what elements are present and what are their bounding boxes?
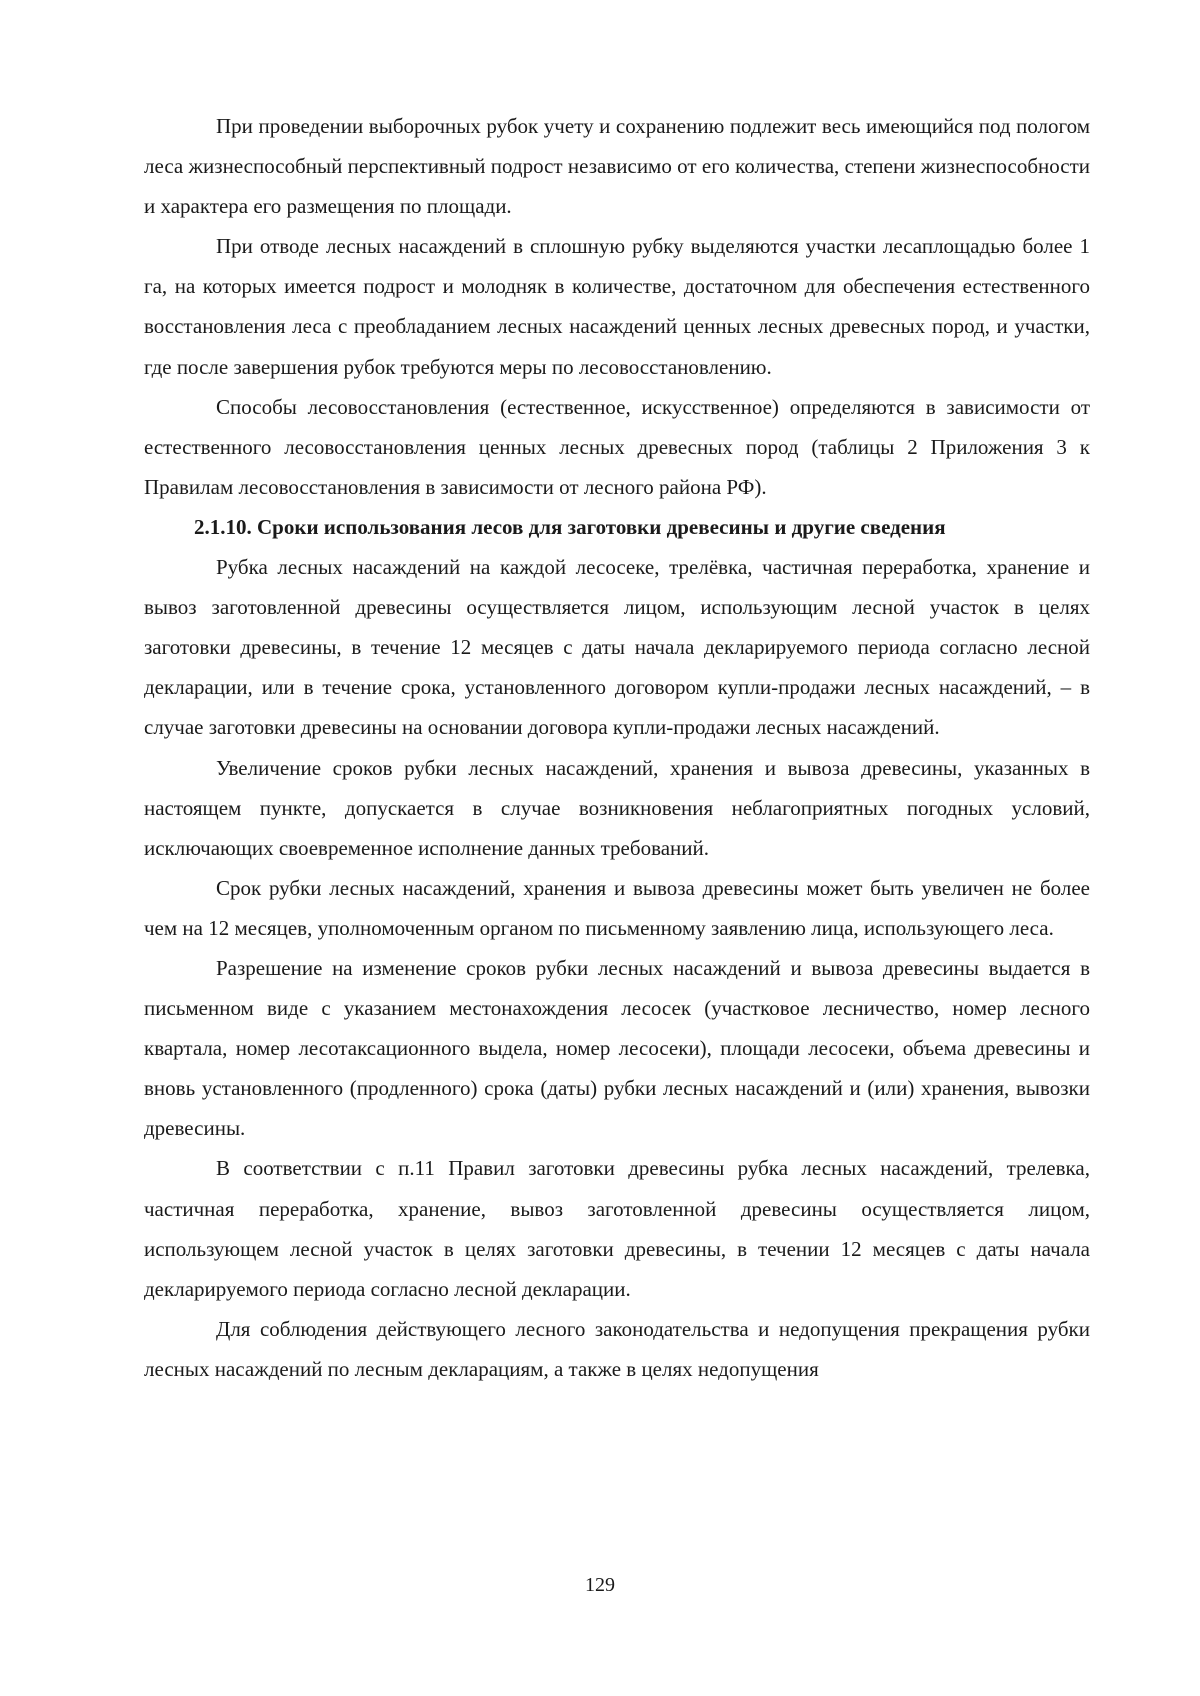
page-number: 129 (585, 1574, 615, 1596)
paragraph-felling-terms: Рубка лесных насаждений на каждой лесосеке, трелёвка, частичная переработка, хранение и вывоз заготовленной древесины осуществляется лицом, использующим лесной участок в целях заготовки древесины, в течение 12 месяцев с даты начала декларируемого периода согласно лесной декларации, или в течение срока, установленного договором купли-продажи лесных насаждений, – в случае заготовки древесины на основании договора купли-продажи лесных насаждений. (144, 555, 1090, 740)
paragraph-clear-felling-allotment: При отводе лесных насаждений в сплошную рубку выделяются участки лесаплощадью более 1 га, на которых имеется подрост и молодняк в количестве, достаточном для обеспечения естественного восстановления леса с преобладанием лесных насаждений ценных лесных древесных пород, и участки, где после завершения рубок требуются меры по лесовосстановлению. (144, 234, 1090, 379)
paragraph-reforestation-methods: Способы лесовосстановления (естественное, искусственное) определяются в зависимости от естественного лесовосстановления ценных лесных древесных пород (таблицы 2 Приложения 3 к Правилам лесовосстановления в зависимости от лесного района РФ). (144, 394, 1090, 499)
paragraph-selective-felling: При проведении выборочных рубок учету и сохранению подлежит весь имеющийся под пологом леса жизнеспособный перспективный подрост независимо от его количества, степени жизнеспособности и характера его размещения по площади. (144, 114, 1090, 219)
paragraph-rules-clause-11: В соответствии с п.11 Правил заготовки древесины рубка лесных насаждений, трелевка, частичная переработка, хранение, вывоз заготовленной древесины осуществляется лицом, использующем лесной участок в целях заготовки древесины, в течении 12 месяцев с даты начала декларируемого периода согласно лесной декларации. (144, 1156, 1090, 1301)
paragraph-change-permission: Разрешение на изменение сроков рубки лесных насаждений и вывоза древесины выдается в письменном виде с указанием местонахождения лесосек (участковое лесничество, номер лесного квартала, номер лесотаксационного выдела, номер лесосеки), площади лесосеки, объема древесины и вновь установленного (продленного) срока (даты) рубки лесных насаждений и (или) хранения, вывозки древесины. (144, 955, 1090, 1141)
paragraph-term-extension-conditions: Увеличение сроков рубки лесных насаждений, хранения и вывоза древесины, указанных в настоящем пункте, допускается в случае возникновения неблагоприятных погодных условий, исключающих своевременное исполнение данных требований. (144, 755, 1090, 860)
paragraph-compliance: Для соблюдения действующего лесного законодательства и недопущения прекращения рубки лесных насаждений по лесным декларациям, а также в целях недопущения (144, 1316, 1090, 1381)
body-text (144, 106, 1090, 1389)
section-heading: 2.1.10. Сроки использования лесов для заготовки древесины и другие сведения (194, 514, 946, 539)
paragraph-term-extension-limit: Срок рубки лесных насаждений, хранения и вывоза древесины может быть увеличен не более чем на 12 месяцев, уполномоченным органом по письменному заявлению лица, использующего леса. (144, 875, 1090, 940)
